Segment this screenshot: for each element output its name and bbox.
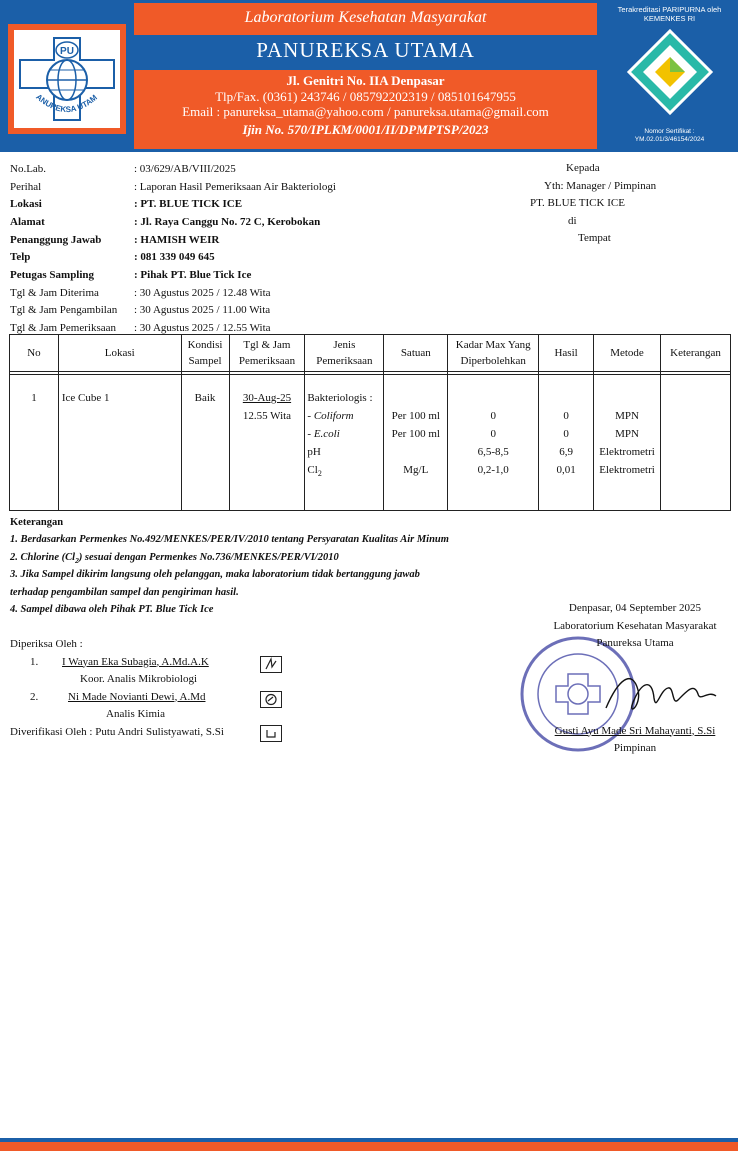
recipient-yth: Yth: Manager / Pimpinan bbox=[544, 179, 657, 192]
recipient-company: PT. BLUE TICK ICE bbox=[530, 197, 625, 209]
col-jenis: Jenis Pemeriksaan bbox=[305, 335, 384, 372]
param-ph: pH bbox=[307, 446, 321, 458]
info-value: : 30 Agustus 2025 / 12.55 Wita bbox=[134, 322, 271, 335]
info-value: : 081 339 049 645 bbox=[134, 251, 215, 264]
approval-block bbox=[540, 600, 730, 758]
col-tgl: Tgl & Jam Pemeriksaan bbox=[229, 335, 305, 372]
approver-name: Gusti Ayu Made Sri Mahayanti, S.Si bbox=[554, 724, 716, 737]
param-cl2: $Cl_2$ bbox=[307, 464, 322, 479]
initial-signature-icon bbox=[260, 656, 282, 673]
recipient-block bbox=[530, 160, 730, 248]
info-row bbox=[10, 160, 530, 178]
info-row bbox=[10, 195, 530, 213]
approver-title: Pimpinan bbox=[613, 742, 657, 754]
exam-time: 12.55 Wita bbox=[242, 410, 292, 422]
info-label: Tgl & Jam Pemeriksaan bbox=[10, 322, 117, 335]
info-row bbox=[10, 213, 530, 231]
approval-org: Laboratorium Kesehatan Masyarakat bbox=[553, 619, 717, 632]
info-value: : 30 Agustus 2025 / 11.00 Wita bbox=[134, 304, 271, 317]
certificate bbox=[601, 128, 738, 144]
exam-date: 30-Aug-25 bbox=[242, 392, 292, 404]
lab-phone: Tlp/Fax. (0361) 243746 / 085792202319 / 085101647955 bbox=[215, 89, 516, 104]
examiner-2: 2. Ni Made Novianti Dewi, A.Md bbox=[10, 689, 310, 707]
info-value: : Pihak PT. Blue Tick Ice bbox=[134, 268, 252, 281]
lab-email: Email : panureksa_utama@yahoo.com / panureksa.utama@gmail.com bbox=[182, 104, 549, 119]
letterhead bbox=[0, 0, 738, 152]
notes-title: Keterangan bbox=[10, 517, 64, 528]
jenis-header: Bakteriologis : bbox=[307, 392, 373, 404]
accreditation-panel bbox=[601, 0, 738, 152]
lab-name-banner bbox=[134, 3, 597, 35]
cell-kondisi: Baik bbox=[181, 375, 229, 511]
info-value: : Jl. Raya Canggu No. 72 C, Kerobokan bbox=[134, 215, 321, 228]
recipient-kepada: Kepada bbox=[566, 162, 600, 174]
cell-lokasi: Ice Cube 1 bbox=[58, 375, 181, 511]
info-label: Petugas Sampling bbox=[10, 268, 95, 281]
lab-name: Laboratorium Kesehatan Masyarakat bbox=[244, 9, 487, 26]
cell-hasil: 0 0 6,9 0,01 bbox=[539, 375, 594, 511]
info-value: : 30 Agustus 2025 / 12.48 Wita bbox=[134, 286, 271, 299]
param-coliform: - Coliform bbox=[307, 410, 354, 422]
initial-signature-icon bbox=[260, 725, 282, 742]
info-row bbox=[10, 284, 530, 302]
verified-by: Diverifikasi Oleh : Putu Andri Sulistyawati, S.Si bbox=[10, 724, 310, 742]
info-label: Penanggung Jawab bbox=[10, 233, 102, 246]
info-row bbox=[10, 302, 530, 320]
examiner-1-role: Koor. Analis Mikrobiologi bbox=[80, 673, 198, 685]
permit-number: Ijin No. 570/IPLKM/0001/II/DPMPTSP/2023 bbox=[242, 122, 489, 137]
info-label: Alamat bbox=[10, 215, 45, 228]
initial-signature-icon bbox=[260, 691, 282, 708]
info-label: Tgl & Jam Pengambilan bbox=[10, 304, 118, 317]
info-row bbox=[10, 178, 530, 196]
info-row bbox=[10, 248, 530, 266]
note-2: 2. Chlorine $(Cl_2)$ sesuai dengan Permenkes No.736/MENKES/PER/VI/2010 bbox=[10, 551, 339, 565]
certificate-label: Nomor Sertifikat : bbox=[644, 128, 695, 135]
logo-ring-text: ANUREKSA UTAM bbox=[34, 92, 99, 115]
accreditation-text: Terakreditasi PARIPURNA oleh KEMENKES RI bbox=[617, 5, 722, 23]
info-value: : PT. BLUE TICK ICE bbox=[134, 198, 243, 211]
cell-satuan: Per 100 ml Per 100 ml Mg/L bbox=[384, 375, 448, 511]
note-3: 3. Jika Sampel dikirim langsung oleh pelanggan, maka laboratorium tidak bertanggung jawab bbox=[10, 569, 420, 581]
col-hasil: Hasil bbox=[539, 335, 594, 372]
info-label: No.Lab. bbox=[10, 162, 47, 175]
cell-keterangan bbox=[660, 375, 730, 511]
brand-name: PANUREKSA UTAMA bbox=[256, 38, 475, 62]
note-3-cont: terhadap pengambilan sampel dan pengiriman hasil. bbox=[10, 586, 239, 598]
notes bbox=[10, 514, 570, 618]
checked-by-label: Diperiksa Oleh : bbox=[10, 638, 83, 650]
logo-initials: PU bbox=[60, 46, 74, 57]
recipient-di: di bbox=[568, 214, 577, 227]
col-metode: Metode bbox=[594, 335, 661, 372]
lab-logo bbox=[8, 24, 126, 134]
col-keterangan: Keterangan bbox=[660, 335, 730, 372]
globe-logo-icon bbox=[14, 30, 120, 128]
info-label: Telp bbox=[10, 251, 31, 264]
table-header-row bbox=[10, 335, 731, 372]
note-4: 4. Sampel dibawa oleh Pihak PT. Blue Tick Ice bbox=[10, 603, 214, 615]
col-kondisi: Kondisi Sampel bbox=[181, 335, 229, 372]
cell-no: 1 bbox=[10, 375, 59, 511]
table-row bbox=[10, 375, 731, 511]
info-row bbox=[10, 231, 530, 249]
approval-org-2: Panureksa Utama bbox=[596, 637, 674, 649]
certificate-number: YM.02.01/3/46154/2024 bbox=[634, 136, 705, 143]
info-label: Lokasi bbox=[10, 198, 42, 211]
cell-tgl bbox=[229, 375, 305, 511]
examiners bbox=[10, 636, 310, 741]
col-kadar: Kadar Max Yang Diperbolehkan bbox=[448, 335, 539, 372]
col-satuan: Satuan bbox=[384, 335, 448, 372]
place-date: Denpasar, 04 September 2025 bbox=[568, 602, 702, 614]
info-value: : 03/629/AB/VIII/2025 bbox=[134, 162, 236, 175]
examiner-2-role: Analis Kimia bbox=[106, 708, 165, 720]
info-label: Tgl & Jam Diterima bbox=[10, 286, 99, 299]
info-row bbox=[10, 266, 530, 284]
col-lokasi: Lokasi bbox=[58, 335, 181, 372]
cell-jenis bbox=[305, 375, 384, 511]
info-label: Perihal bbox=[10, 180, 42, 193]
kemenkes-logo-icon bbox=[625, 27, 715, 117]
info-value: : Laporan Hasil Pemeriksaan Air Bakteriologi bbox=[134, 180, 336, 193]
param-ecoli: - E.coli bbox=[307, 428, 340, 440]
report-info bbox=[10, 160, 530, 337]
cell-metode: MPN MPN Elektrometri Elektrometri bbox=[594, 375, 661, 511]
note-1: 1. Berdasarkan Permenkes No.492/MENKES/PER/IV/2010 tentang Persyaratan Kualitas Air Minum bbox=[10, 534, 449, 546]
examiner-1: 1. I Wayan Eka Subagia, A.Md.A.K bbox=[10, 654, 310, 672]
footer-bar bbox=[0, 1138, 738, 1151]
results-table bbox=[9, 334, 731, 511]
contact-banner bbox=[134, 70, 597, 149]
lab-address: Jl. Genitri No. IIA Denpasar bbox=[286, 73, 445, 88]
recipient-tempat: Tempat bbox=[578, 232, 611, 244]
info-value: : HAMISH WEIR bbox=[134, 233, 220, 246]
col-no: No bbox=[10, 335, 59, 372]
cell-kadar: 0 0 6,5-8,5 0,2-1,0 bbox=[448, 375, 539, 511]
